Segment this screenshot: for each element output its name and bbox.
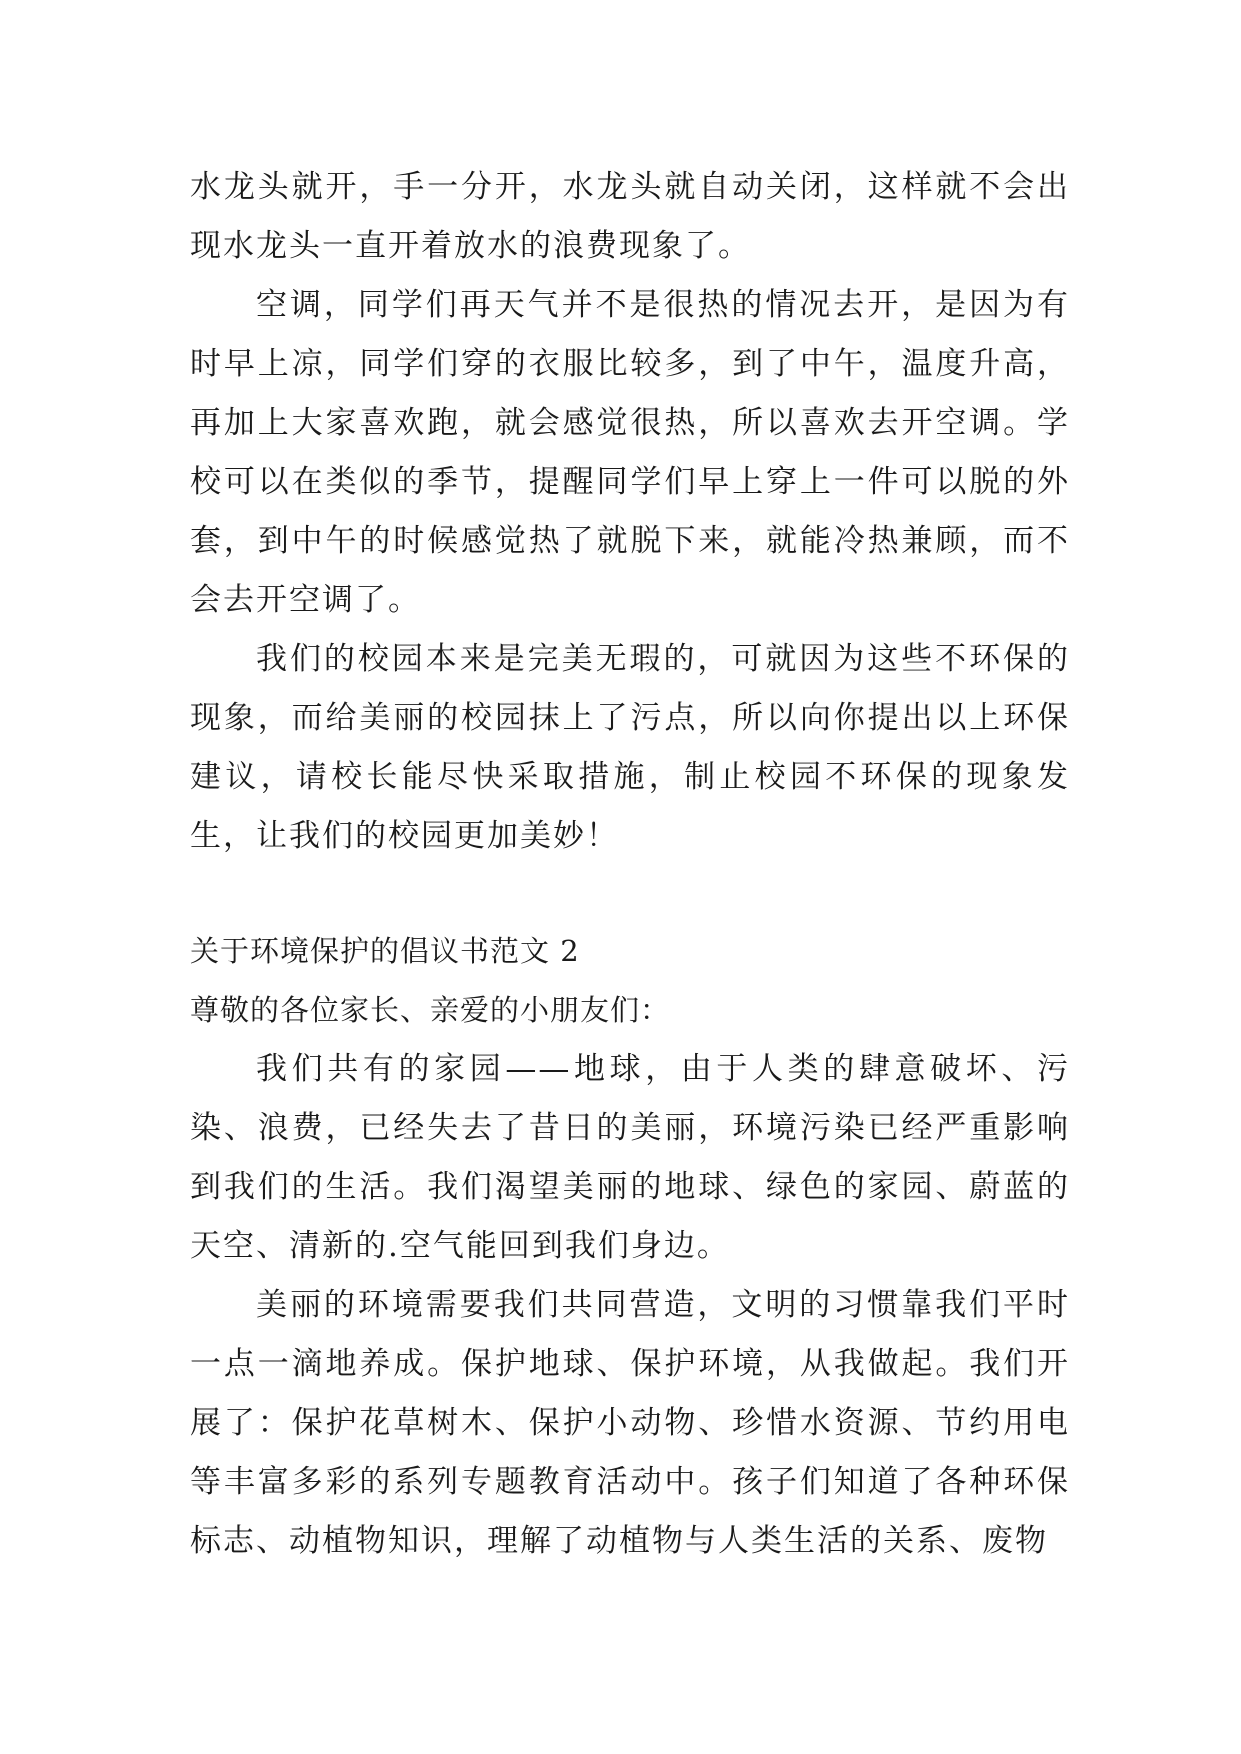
- paragraph-earth-home: 我们共有的家园——地球，由于人类的肆意破坏、污染、浪费，已经失去了昔日的美丽，环境污染已经严重影响到我们的生活。我们渴望美丽的地球、绿色的家园、蔚蓝的天空、清新的.空气能回到我们身边。: [190, 1051, 1070, 1264]
- paragraph-faucet: 水龙头就开，手一分开，水龙头就自动关闭，这样就不会出现水龙头一直开着放水的浪费现象了。: [190, 169, 1070, 264]
- paragraph-campus-conclusion: 我们的校园本来是完美无瑕的，可就因为这些不环保的现象，而给美丽的校园抹上了污点，所以向你提出以上环保建议，请校长能尽快采取措施，制止校园不环保的现象发生，让我们的校园更加美妙！: [190, 641, 1070, 854]
- paragraph-environment-habits: 美丽的环境需要我们共同营造，文明的习惯靠我们平时一点一滴地养成。保护地球、保护环境，从我做起。我们开展了：保护花草树木、保护小动物、珍惜水资源、节约用电等丰富多彩的系列专题教育活动中。孩子们知道了各种环保标志、动植物知识，理解了动植物与人类生活的关系、废物: [190, 1287, 1070, 1559]
- salutation: 尊敬的各位家长、亲爱的小朋友们：: [190, 993, 671, 1027]
- paragraph-air-conditioning: 空调，同学们再天气并不是很热的情况去开，是因为有时早上凉，同学们穿的衣服比较多，到了中午，温度升高，再加上大家喜欢跑，就会感觉很热，所以喜欢去开空调。学校可以在类似的季节，提醒同学们早上穿上一件可以脱的外套，到中午的时候感觉热了就脱下来，就能冷热兼顾，而不会去开空调了。: [190, 287, 1070, 618]
- section-title: 关于环境保护的倡议书范文 2: [190, 934, 580, 968]
- document-body: [190, 158, 1070, 1571]
